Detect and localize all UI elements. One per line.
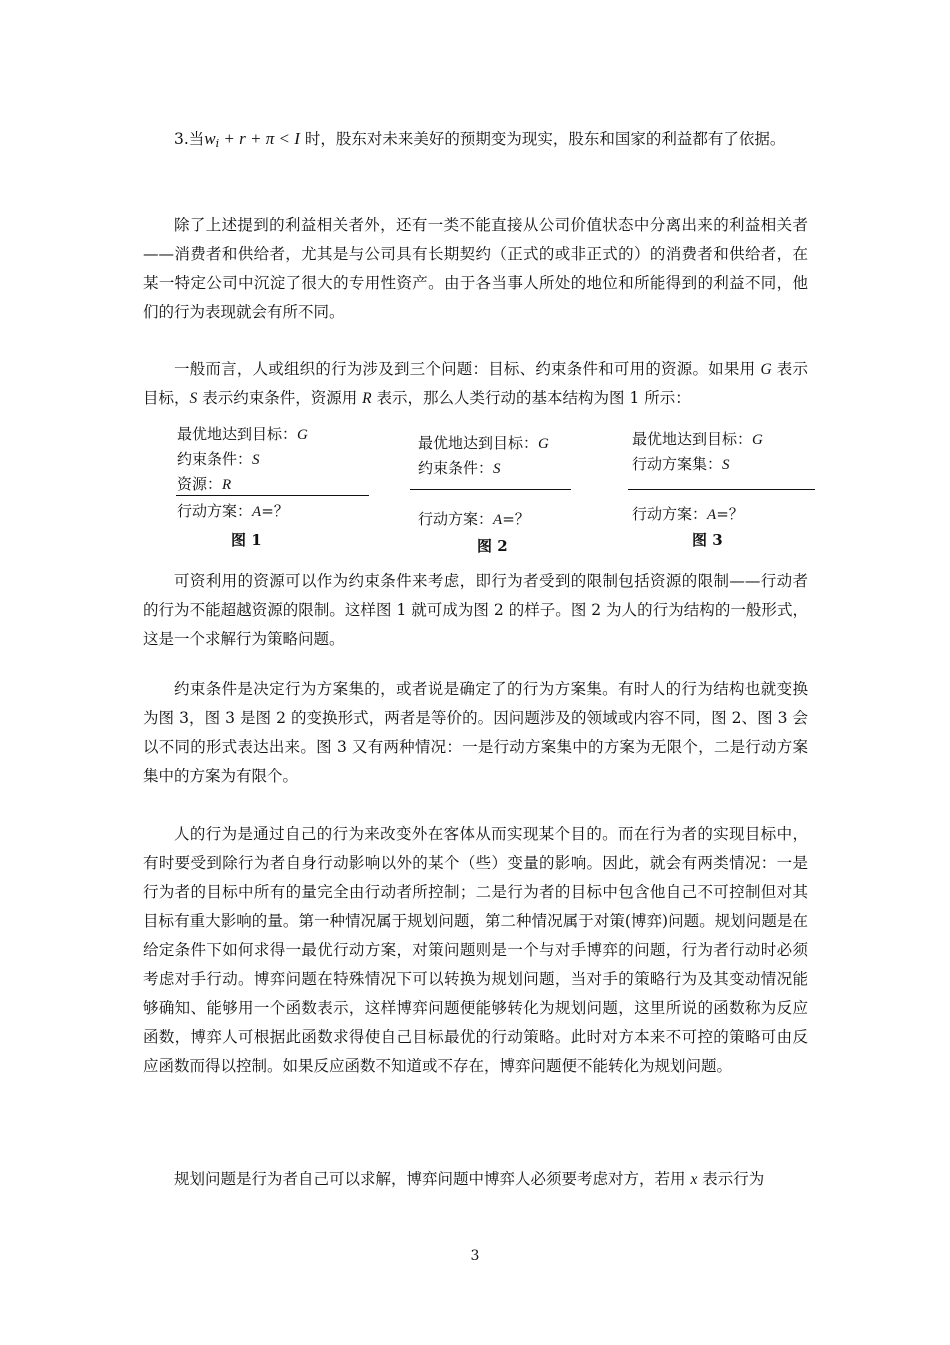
fig1-constraint: 约束条件：S bbox=[177, 450, 260, 468]
fig3-rule bbox=[628, 489, 815, 490]
para1-suffix: 时，股东对未来美好的预期变为现实，股东和国家的利益都有了依据。 bbox=[299, 130, 786, 148]
fig1-caption: 图 1 bbox=[231, 531, 262, 549]
fig1-action: 行动方案：A=？ bbox=[177, 502, 289, 520]
para3-text-4: 表示，那么人类行动的基本结构为图 1 所示： bbox=[371, 389, 691, 407]
fig1-resource: 资源：R bbox=[177, 475, 232, 493]
fig3-action: 行动方案：A=？ bbox=[632, 505, 744, 523]
paragraph-6: 人的行为是通过自己的行为来改变外在客体从而实现某个目的。而在行为者的实现目标中，有时要受到除行为者自身行动影响以外的某个（些）变量的影响。因此，就会有两类情况：一是行为者的目标中所有的量完全由行动者所控制；二是行为者的目标中包含他自己不可控制但对其目标有重大影响的量。第一种情况属于规划问题，第二种情况属于对策(博弈)问题。规划问题是在给定条件下如何求得一最优行动方案，对策问题则是一个与对手博弈的问题，行为者行动时必须考虑对手行动。博弈问题在特殊情况下可以转换为规划问题，当对手的策略行为及其变动情况能够确知、能够用一个函数表示，这样博弈问题便能够转化为规划问题，这里所说的函数称为反应函数，博弈人可根据此函数求得使自己目标最优的行动策略。此时对方本来不可控的策略可由反应函数而得以控制。如果反应函数不知道或不存在，博弈问题便不能转化为规划问题。 bbox=[143, 825, 808, 1075]
page-number: 3 bbox=[470, 1248, 480, 1264]
formula-w: w bbox=[204, 129, 216, 148]
fig3-caption: 图 3 bbox=[692, 531, 723, 549]
para3-text-2: 表示目标， bbox=[143, 360, 808, 407]
fig3-action-set: 行动方案集：S bbox=[632, 455, 730, 473]
var-G: G bbox=[760, 361, 772, 378]
formula-rest: + r + π < I bbox=[219, 129, 300, 148]
paragraph-1 bbox=[143, 124, 808, 158]
para7-text-2: 表示行为 bbox=[697, 1170, 765, 1188]
fig2-caption: 图 2 bbox=[477, 537, 508, 555]
fig2-goal: 最优地达到目标：G bbox=[418, 434, 549, 452]
paragraph-2: 除了上述提到的利益相关者外，还有一类不能直接从公司价值状态中分离出来的利益相关者——消费者和供给者，尤其是与公司具有长期契约（正式的或非正式的）的消费者和供给者，在某一特定公司中沉淀了很大的专用性资产。由于各当事人所处的地位和所能得到的利益不同，他们的行为表现就会有所不同。 bbox=[143, 216, 808, 321]
var-x: x bbox=[690, 1171, 698, 1188]
para1-prefix: 3.当 bbox=[174, 130, 205, 148]
paragraph-3 bbox=[143, 355, 808, 413]
paragraph-4: 可资利用的资源可以作为约束条件来考虑，即行为者受到的限制包括资源的限制——行动者的行为不能超越资源的限制。这样图 1 就可成为图 2 的样子。图 2 为人的行为结构的一般形式，这是一个求解行为策略问题。 bbox=[143, 572, 808, 648]
fig1-goal: 最优地达到目标：G bbox=[177, 425, 308, 443]
var-R: R bbox=[362, 390, 372, 407]
para7-text-1: 规划问题是行为者自己可以求解，博弈问题中博弈人必须要考虑对方，若用 bbox=[174, 1170, 691, 1188]
fig2-action: 行动方案：A=？ bbox=[418, 510, 530, 528]
fig1-rule bbox=[176, 495, 369, 496]
var-S: S bbox=[189, 390, 198, 407]
formula-subscript: i bbox=[215, 137, 220, 150]
para3-text-3: 表示约束条件，资源用 bbox=[197, 389, 363, 407]
fig2-rule bbox=[410, 489, 571, 490]
paragraph-7 bbox=[143, 1165, 808, 1194]
para3-text-1: 一般而言，人或组织的行为涉及到三个问题：目标、约束条件和可用的资源。如果用 bbox=[174, 360, 761, 378]
fig2-constraint: 约束条件：S bbox=[418, 459, 501, 477]
paragraph-5: 约束条件是决定行为方案集的，或者说是确定了的行为方案集。有时人的行为结构也就变换为图 3，图 3 是图 2 的变换形式，两者是等价的。因问题涉及的领域或内容不同，图 2、图 3 会以不同的形式表达出来。图 3 又有两种情况：一是行动方案集中的方案为无限个，二是行动方案集中的方案为有限个。 bbox=[143, 680, 808, 785]
fig3-goal: 最优地达到目标：G bbox=[632, 430, 763, 448]
